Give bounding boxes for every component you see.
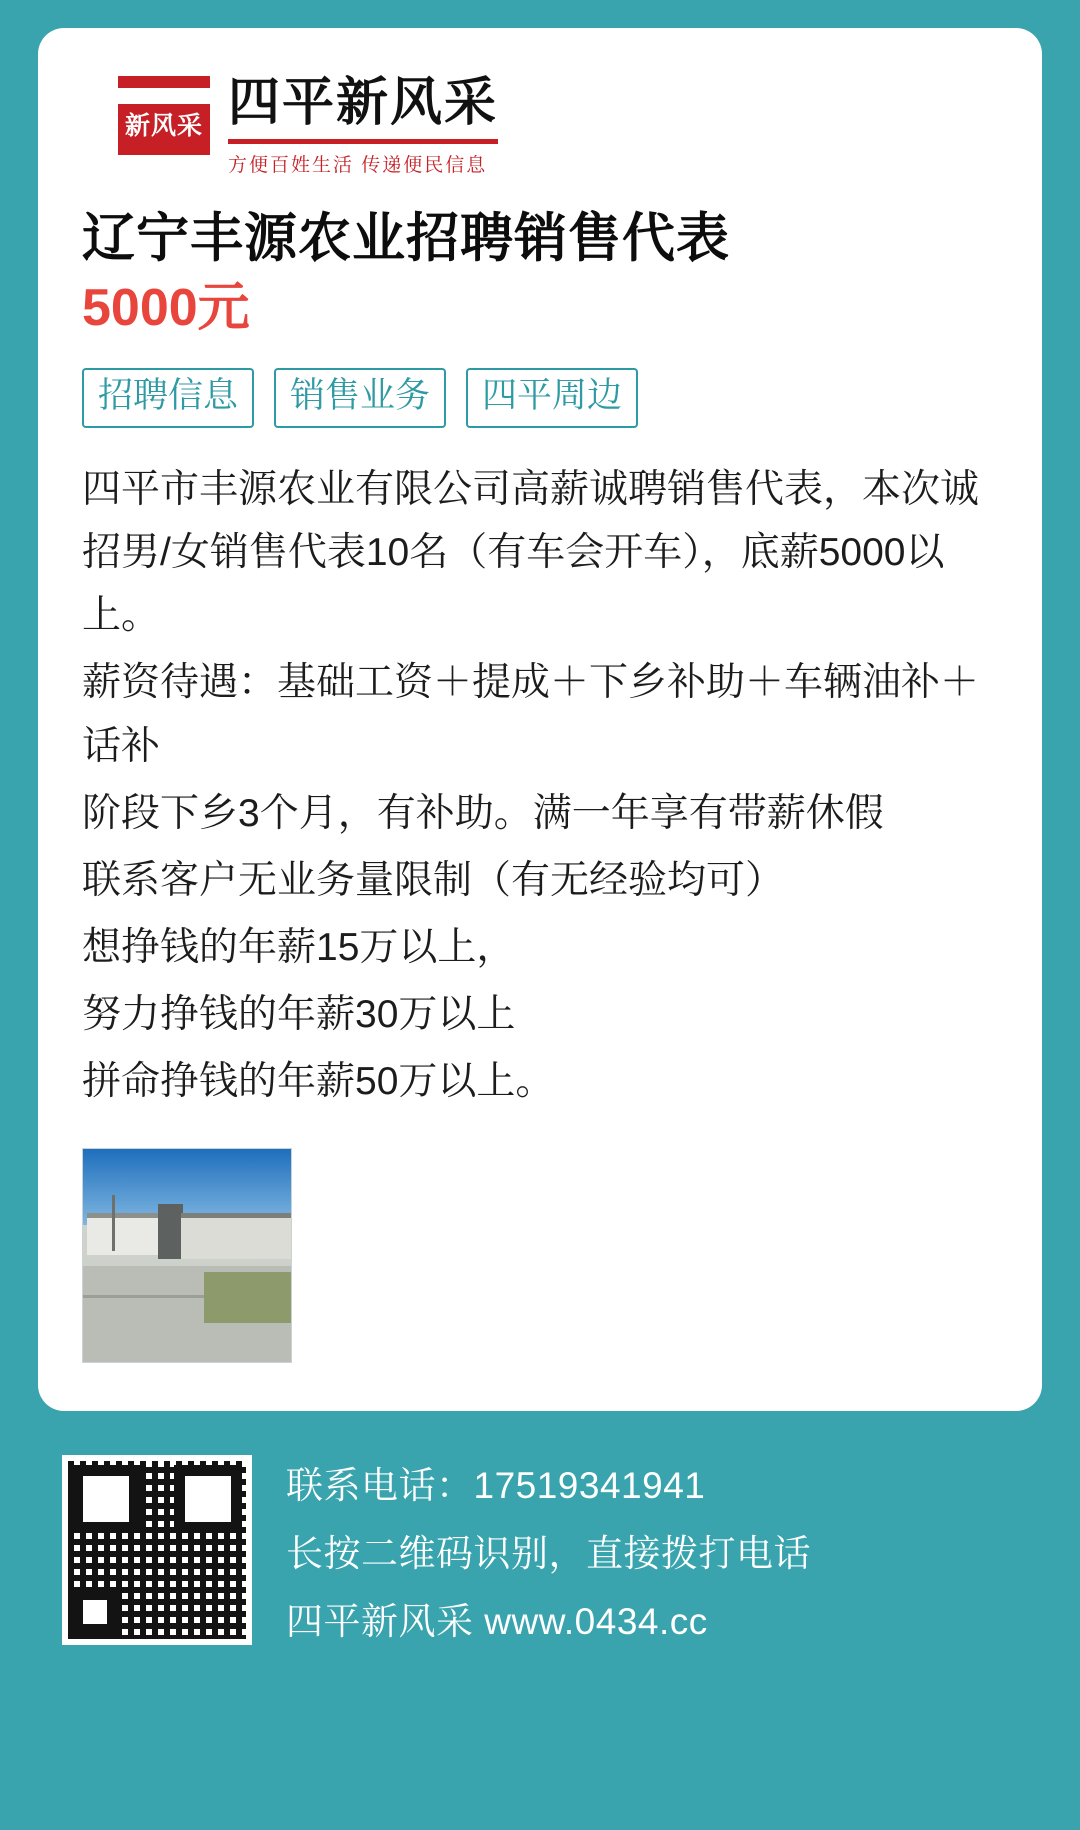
contact-phone[interactable]: 联系电话：17519341941 [286,1464,706,1506]
paragraph-rural-assignment: 阶段下乡3个月，有补助。满一年享有带薪休假 [82,791,884,835]
logo-main-text: 四平新风采 [228,74,499,132]
site-logo [118,76,998,177]
tag-recruitment-info[interactable]: 招聘信息 [82,368,254,428]
logo-text-block [228,76,498,177]
company-building-photo[interactable] [82,1148,292,1363]
salary-amount: 5000元 [82,279,250,338]
tag-siping-area[interactable]: 四平周边 [466,368,638,428]
logo-badge-text: 新风采 [124,112,203,140]
tag-list [82,368,998,428]
paragraph-salary-package: 薪资待遇：基础工资＋提成＋下乡补助＋车辆油补＋话补 [82,661,980,768]
photo-building-right [181,1213,291,1260]
photo-gallery [82,1148,998,1363]
qr-instruction: 长按二维码识别，直接拨打电话 [286,1532,811,1574]
logo-divider [228,139,498,144]
contact-footer [38,1411,1042,1685]
contact-text-block [286,1455,811,1645]
logo-sub-text: 方便百姓生活 传递便民信息 [228,154,488,176]
paragraph-income-50: 拼命挣钱的年薪50万以上。 [82,1060,555,1104]
paragraph-income-30: 努力挣钱的年薪30万以上 [82,993,516,1037]
job-post-card [38,28,1042,1411]
page-title: 辽宁丰源农业招聘销售代表 [82,208,730,268]
tag-sales-business[interactable]: 销售业务 [274,368,446,428]
photo-utility-pole [112,1195,115,1250]
logo-badge [118,76,210,155]
logo-badge-bar [118,88,210,104]
photo-building-middle [158,1204,183,1259]
qr-code-pattern [68,1461,246,1639]
qr-code[interactable] [62,1455,252,1645]
qr-finder-bottom-left-icon [72,1589,118,1635]
paragraph-no-quota: 联系客户无业务量限制（有无经验均可） [82,858,785,902]
photo-grass [204,1272,291,1323]
paragraph-income-15: 想挣钱的年薪15万以上， [82,926,516,970]
job-description [82,458,998,1114]
paragraph-intro: 四平市丰源农业有限公司高薪诚聘销售代表，本次诚招男/女销售代表10名（有车会开车），底薪5000以上。 [82,467,980,638]
site-url[interactable]: 四平新风采 www.0434.cc [286,1600,708,1642]
